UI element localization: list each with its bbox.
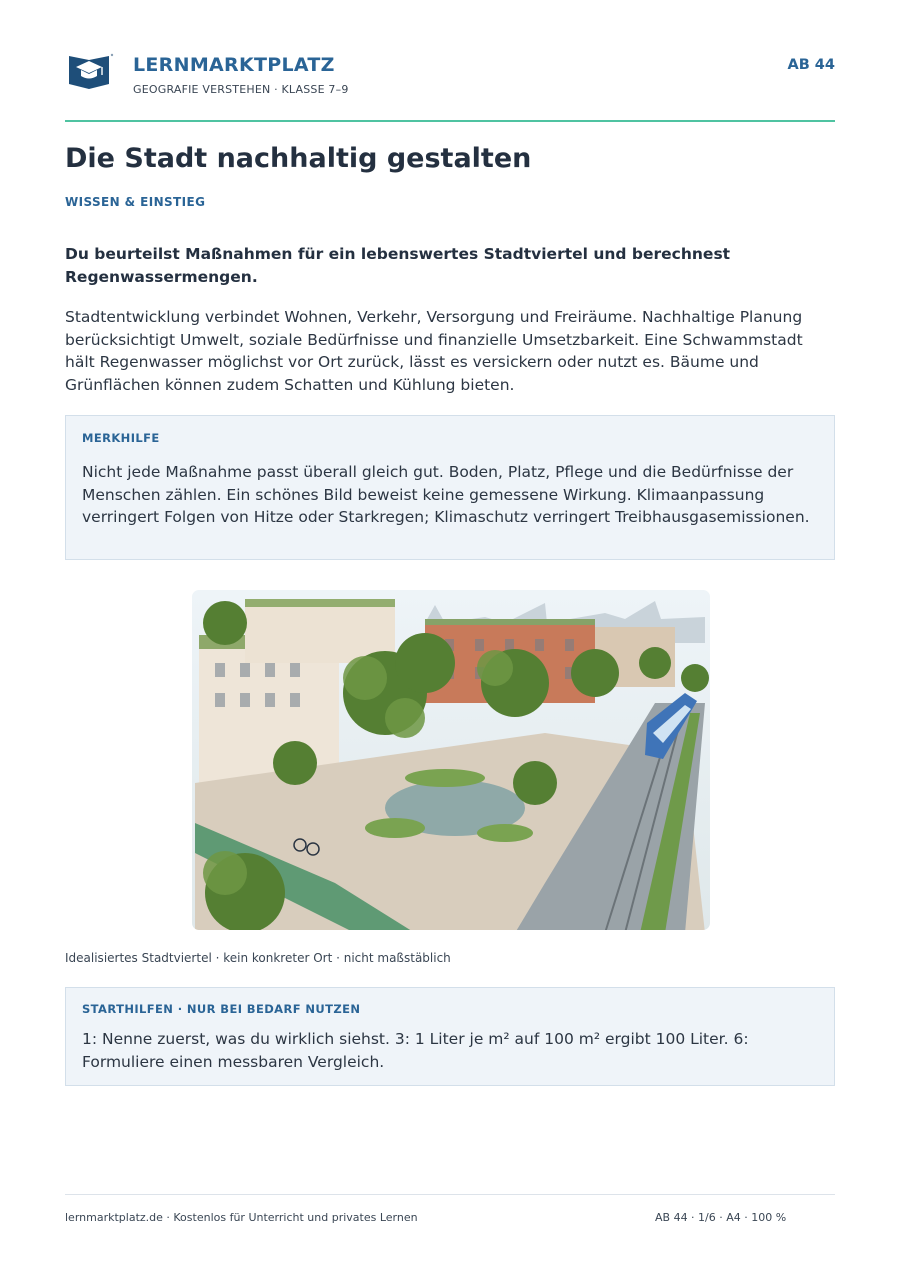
- graduation-cap-icon: [65, 50, 115, 94]
- page-header: [65, 50, 835, 110]
- intro-text: Stadtentwicklung verbindet Wohnen, Verkehr, Versorgung und Freiräume. Nachhaltige Planung berücksichtigt Umwelt, soziale Bedürfnisse und finanzielle Umsetzbarkeit. Eine Schwammstadt hält Regenwasser möglichst vor Ort zurück, lässt es versickern oder nutzt es. Bäume und Grünflächen können zudem Schatten und Kühlung bieten.: [65, 308, 803, 395]
- merkhilfe-text: Nicht jede Maßnahme passt überall gleich gut. Boden, Platz, Pflege und die Bedürfnisse der Menschen zählen. Ein schönes Bild beweist keine gemessene Wirkung. Klimaanpassung verringert Folgen von Hitze oder Starkregen; Klimaschutz verringert Treibhausgasemissionen.: [82, 463, 810, 527]
- header-divider: [65, 120, 835, 122]
- starthilfen-label: STARTHILFEN · NUR BEI BEDARF NUTZEN: [82, 1002, 361, 1016]
- starthilfen-text: 1: Nenne zuerst, was du wirklich siehst. 3: 1 Liter je m² auf 100 m² ergibt 100 Liter. 6: Formuliere einen messbaren Vergleich.: [82, 1030, 749, 1071]
- brand-name: LERNMARKTPLATZ: [133, 54, 335, 76]
- page-title: Die Stadt nachhaltig gestalten: [65, 143, 532, 174]
- starthilfen-box: [65, 987, 835, 1086]
- learning-goal: Du beurteilst Maßnahmen für ein lebenswertes Stadtviertel und berechnest Regenwassermengen.: [65, 245, 731, 286]
- illustration-caption: Idealisiertes Stadtviertel · kein konkreter Ort · nicht maßstäblich: [65, 951, 451, 965]
- merkhilfe-label: MERKHILFE: [82, 431, 160, 445]
- brand-subtitle: GEOGRAFIE VERSTEHEN · KLASSE 7–9: [133, 83, 349, 96]
- footer-site-note: lernmarktplatz.de · Kostenlos für Unterricht und privates Lernen: [65, 1211, 418, 1224]
- merkhilfe-box: [65, 415, 835, 560]
- footer-page-info: AB 44 · 1/6 · A4 · 100 %: [655, 1211, 787, 1224]
- footer-divider: [65, 1194, 835, 1195]
- worksheet-id: AB 44: [787, 57, 835, 73]
- section-tag: WISSEN & EINSTIEG: [65, 195, 206, 209]
- city-district-illustration: [185, 583, 717, 937]
